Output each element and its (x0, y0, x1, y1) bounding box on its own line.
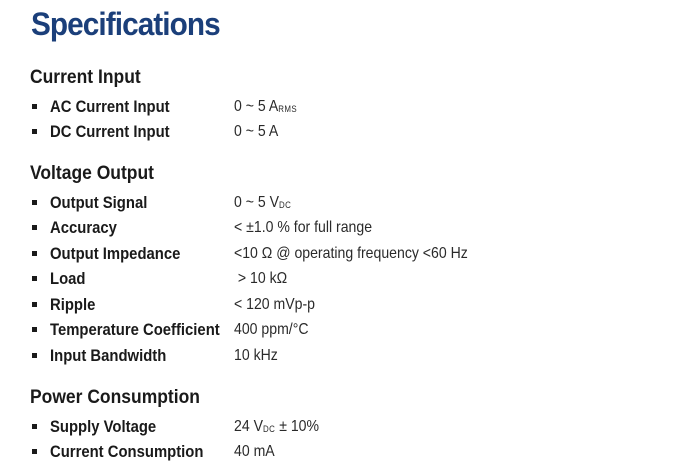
bullet-icon (32, 353, 37, 358)
section-heading-voltage-output: Voltage Output (30, 163, 154, 184)
spec-value: 0 ~ 5 $A_{RMS}$ (234, 98, 298, 115)
spec-row-supply-voltage (30, 416, 670, 438)
bullet-icon (32, 276, 37, 281)
spec-value: 40 mA (234, 443, 275, 460)
spec-row-output-impedance (30, 243, 670, 265)
spec-label: Current Consumption (50, 443, 204, 461)
spec-label: DC Current Input (50, 123, 170, 141)
spec-row-dc-current-input (30, 121, 670, 143)
spec-value: 400 ppm/°C (234, 321, 309, 338)
section-heading-power-consumption: Power Consumption (30, 387, 200, 408)
spec-label: Output Signal (50, 194, 148, 212)
bullet-icon (32, 251, 37, 256)
bullet-icon (32, 302, 37, 307)
page-title: Specifications (31, 6, 220, 42)
bullet-icon (32, 200, 37, 205)
spec-label: Temperature Coefficient (50, 321, 220, 339)
spec-label: Ripple (50, 296, 96, 314)
spec-row-ac-current-input (30, 96, 670, 118)
bullet-icon (32, 424, 37, 429)
spec-value: 10 kHz (234, 347, 278, 364)
spec-row-accuracy (30, 217, 670, 239)
spec-row-ripple (30, 294, 670, 316)
spec-value: 0 ~ 5 A (234, 123, 279, 140)
bullet-icon (32, 104, 37, 109)
spec-row-load (30, 268, 670, 290)
spec-row-output-signal (30, 192, 670, 214)
spec-label: Accuracy (50, 219, 117, 237)
spec-row-temperature-coefficient (30, 319, 670, 341)
bullet-icon (32, 129, 37, 134)
spec-label: Load (50, 270, 86, 288)
spec-label: Output Impedance (50, 245, 181, 263)
spec-value: < ±1.0 % for full range (234, 219, 373, 236)
spec-value: <10 Ω @ operating frequency <60 Hz (234, 245, 468, 262)
section-heading-current-input: Current Input (30, 67, 141, 88)
bullet-icon (32, 449, 37, 454)
spec-label: Input Bandwidth (50, 347, 167, 365)
spec-row-input-bandwidth (30, 345, 670, 367)
spec-value: > 10 kΩ (234, 270, 288, 287)
spec-value: < 120 mVp-p (234, 296, 316, 313)
bullet-icon (32, 225, 37, 230)
spec-row-current-consumption (30, 441, 670, 463)
spec-value: 0 ~ 5 $V_{DC}$ (234, 194, 292, 211)
spec-label: Supply Voltage (50, 418, 157, 436)
spec-value: 24 $V_{DC} \pm 10\%$ (234, 418, 320, 435)
bullet-icon (32, 327, 37, 332)
spec-label: AC Current Input (50, 98, 170, 116)
